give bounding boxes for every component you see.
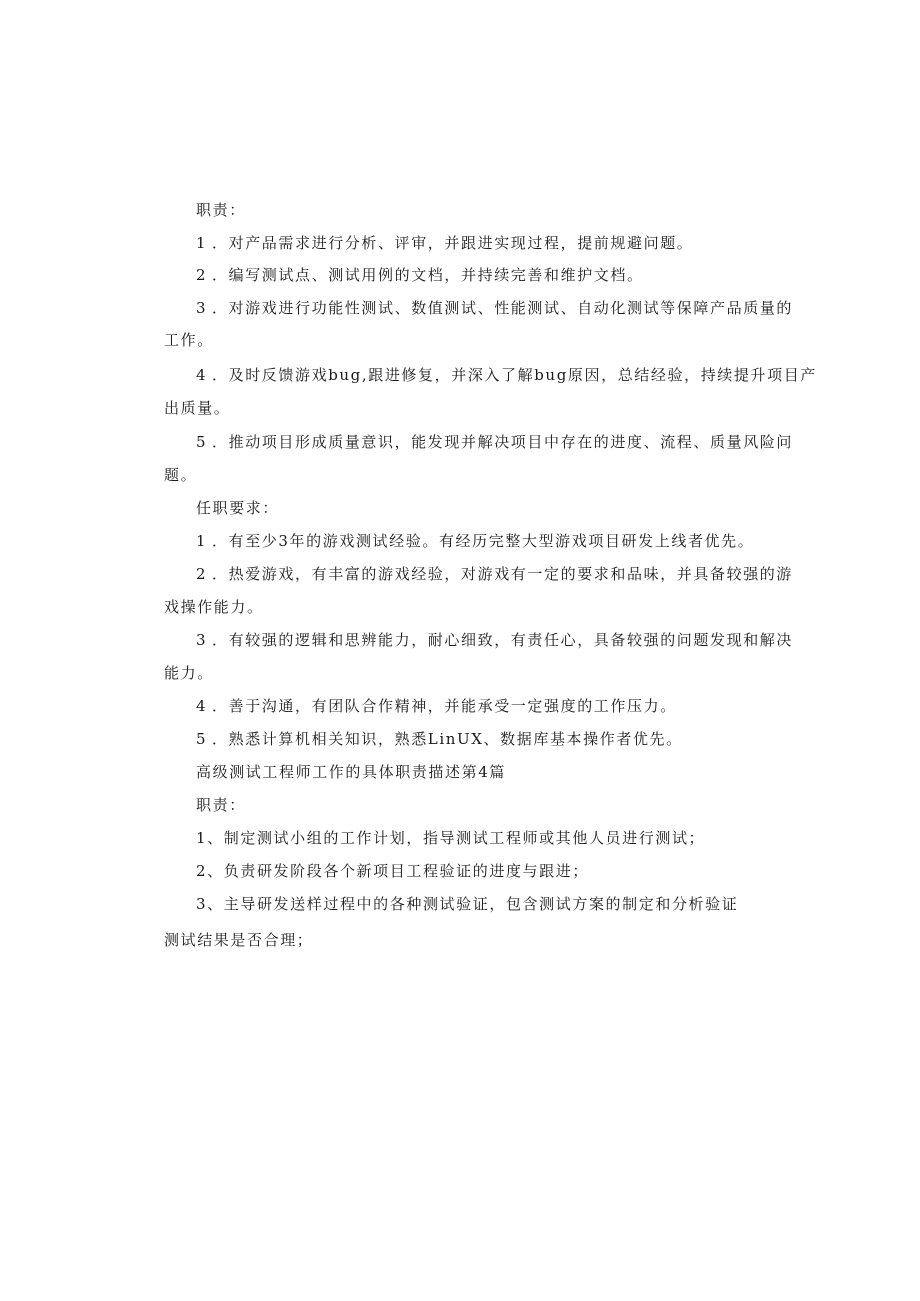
requirement-item-2-text: ．热爱游戏，有丰富的游戏经验，对游戏有一定的要求和品味，并具备较强的游 <box>212 565 794 583</box>
duty-item-5-number: 5 <box>196 433 208 451</box>
requirement-item-4-number: 4 <box>196 697 208 715</box>
duty-item-3-text: ．对游戏进行功能性测试、数值测试、性能测试、自动化测试等保障产品质量的 <box>212 299 794 317</box>
section2-item-3-continuation: 测试结果是否合理； <box>164 931 314 949</box>
duty-item-1-text: ．对产品需求进行分析、评审，并跟进实现过程，提前规避问题。 <box>212 234 694 252</box>
requirement-item-3-text: ．有较强的逻辑和思辨能力，耐心细致，有责任心，具备较强的问题发现和解决 <box>212 631 794 649</box>
section2-item-1: 1、制定测试小组的工作计划，指导测试工程师或其他人员进行测试； <box>196 829 706 847</box>
requirements-heading: 任职要求： <box>196 499 280 517</box>
requirement-item-2-number: 2 <box>196 565 208 583</box>
duty-item-2-number: 2 <box>196 266 208 284</box>
duty-item-4-number: 4 <box>196 366 208 384</box>
section2-item-2: 2、负责研发阶段各个新项目工程验证的进度与跟进； <box>196 862 589 880</box>
requirement-item-1-number: 1 <box>196 532 208 550</box>
duty-item-1-number: 1 <box>196 234 208 252</box>
duty-item-4-text: ．及时反馈游戏bug,跟进修复，并深入了解bug原因，总结经验，持续提升项目产 <box>212 366 817 384</box>
section2-duties-heading: 职责： <box>196 796 246 814</box>
requirement-item-4-text: ．善于沟通，有团队合作精神，并能承受一定强度的工作压力。 <box>212 697 677 715</box>
duty-item-3-continuation: 工作。 <box>164 331 214 349</box>
section2-item-3: 3、主导研发送样过程中的各种测试验证，包含测试方案的制定和分析验证 <box>196 895 739 913</box>
duty-item-3-number: 3 <box>196 299 208 317</box>
requirement-item-3-continuation: 能力。 <box>164 664 214 682</box>
duty-item-5-text: ．推动项目形成质量意识，能发现并解决项目中存在的进度、流程、质量风险问 <box>212 433 794 451</box>
duty-item-4-continuation: 出质量。 <box>164 399 231 417</box>
requirement-item-3-number: 3 <box>196 631 208 649</box>
duty-item-5-continuation: 题。 <box>164 466 198 484</box>
requirement-item-5-text: ．熟悉计算机相关知识，熟悉LinUX、数据库基本操作者优先。 <box>212 730 683 748</box>
requirement-item-1-text: ．有至少3年的游戏测试经验。有经历完整大型游戏项目研发上线者优先。 <box>212 532 755 550</box>
section-title: 高级测试工程师工作的具体职责描述第4篇 <box>196 763 506 781</box>
requirement-item-5-number: 5 <box>196 730 208 748</box>
requirement-item-2-continuation: 戏操作能力。 <box>164 598 264 616</box>
duties-heading: 职责： <box>196 201 246 219</box>
duty-item-2-text: ．编写测试点、测试用例的文档，并持续完善和维护文档。 <box>212 266 644 284</box>
